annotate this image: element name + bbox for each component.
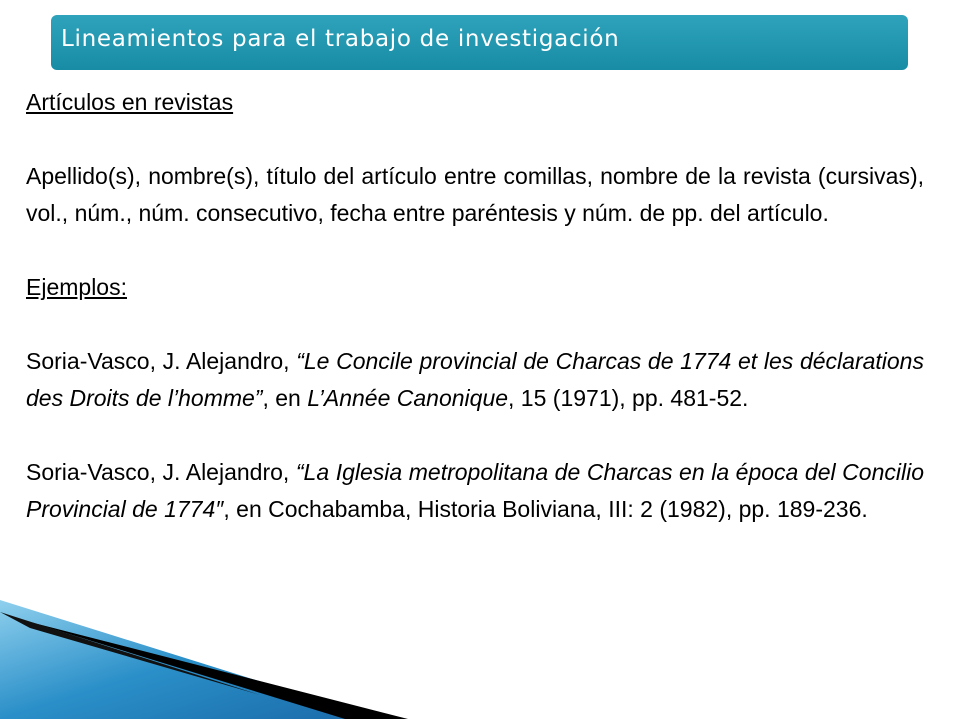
citation-author: Soria-Vasco, J. Alejandro, [26,459,296,485]
corner-decoration [0,600,420,719]
spacer [26,232,924,269]
citation-article-title: “Le Concile provincial de Charcas de 1774 et les déclarations des Droits de l’homme” [26,348,924,411]
citation-details: , 15 (1971), pp. 481-52. [508,385,749,411]
example-citation-1 [26,343,924,417]
citation-author: Soria-Vasco, J. Alejandro, [26,348,297,374]
citation-journal: L’Année Canonique [307,385,509,411]
example-citation-2 [26,454,924,528]
title-banner [51,15,908,70]
citation-connector: , en [262,385,308,411]
slide-content [26,84,924,528]
format-description: Apellido(s), nombre(s), título del artículo entre comillas, nombre de la revista (cursivas), vol., núm., núm. consecutivo, fecha entre paréntesis y núm. de pp. del artículo. [26,163,924,226]
spacer [26,306,924,343]
examples-heading: Ejemplos: [26,274,127,300]
citation-details: , en Cochabamba, Historia Boliviana, III: 2 (1982), pp. 189-236. [223,496,868,522]
citation-article-title: “La Iglesia metropolitana de Charcas en la época del Concilio Provincial de 1774″ [26,459,924,522]
section-heading: Artículos en revistas [26,89,234,115]
spacer [26,417,924,454]
slide-title: Lineamientos para el trabajo de investigación [61,26,620,52]
spacer [26,121,924,158]
